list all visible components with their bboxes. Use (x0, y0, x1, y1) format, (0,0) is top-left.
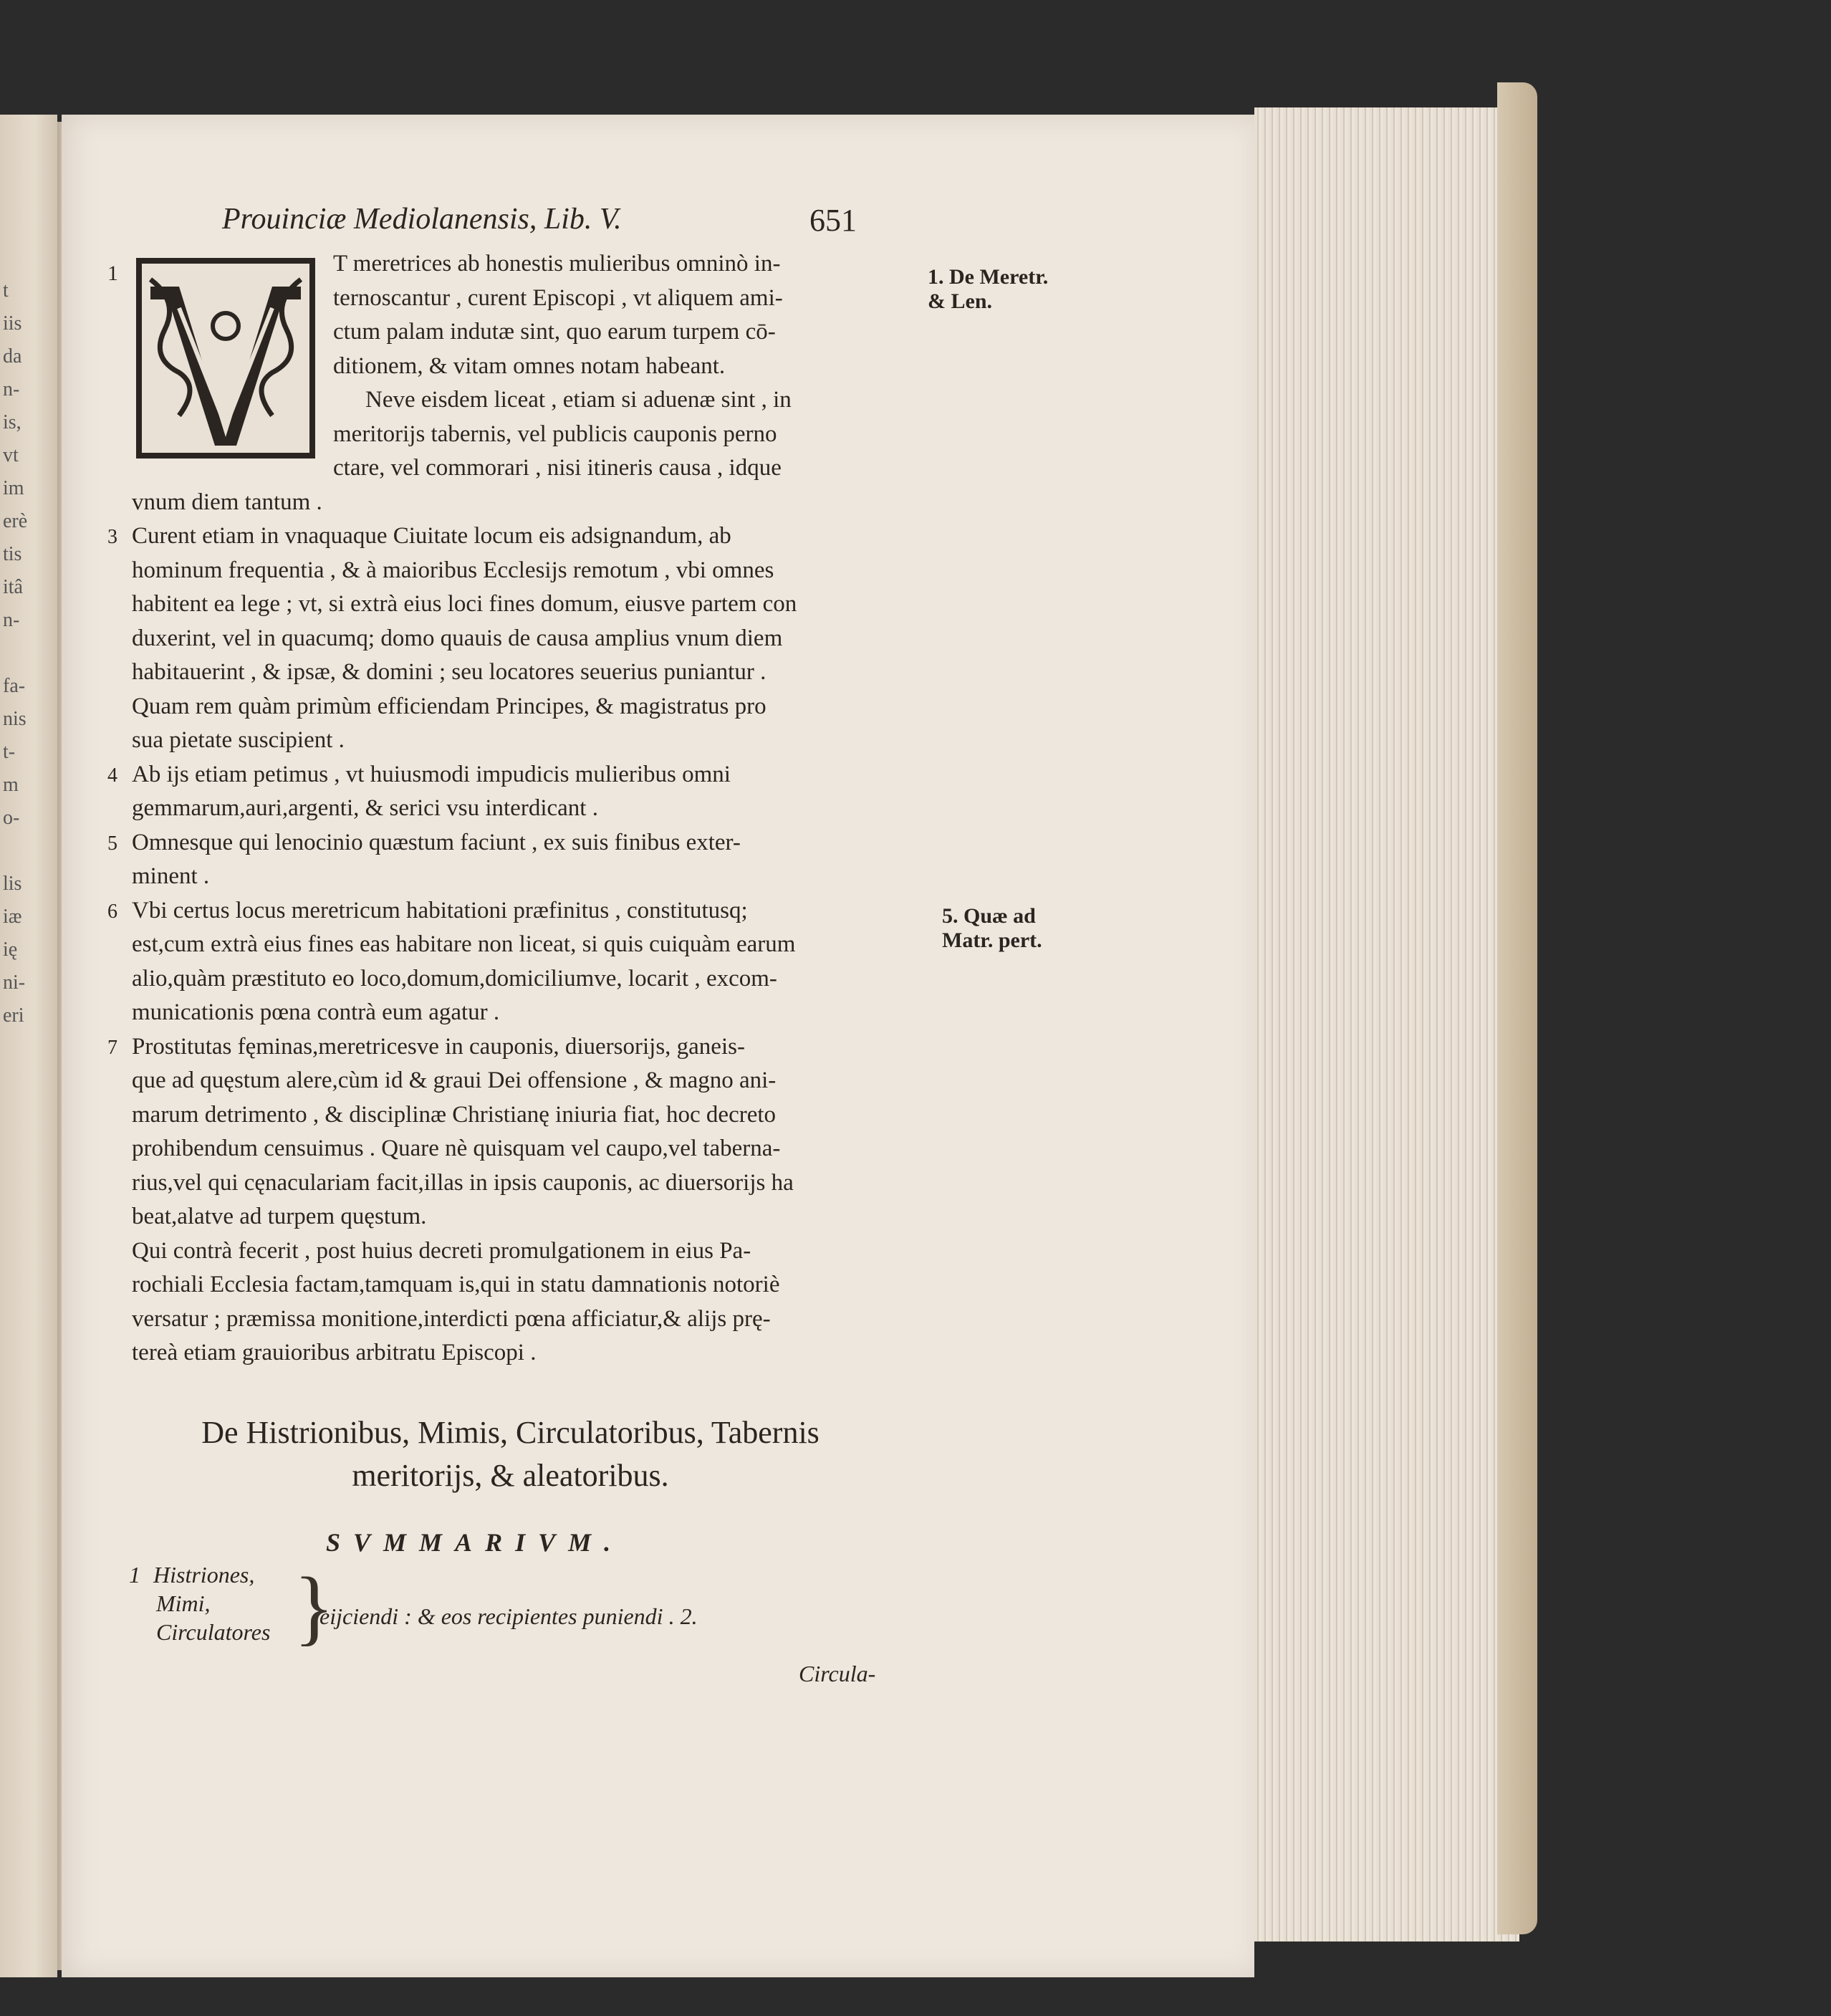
line-text: rius,vel qui cęnaculariam facit,illas in ipsis cauponis, ac diuersorijs ha (132, 1169, 794, 1196)
summarium-item: Histriones, (153, 1562, 255, 1588)
line-text: habitent ea lege ; vt, si extrà eius loci fines domum, eiusve partem con (132, 591, 797, 617)
text-line (107, 1234, 751, 1269)
left-page-fragment: lis (3, 873, 22, 895)
catchword: Circula- (799, 1661, 876, 1686)
text-line (107, 1098, 776, 1133)
left-page-fragment: im (3, 477, 24, 499)
text-line (107, 826, 741, 860)
line-text: beat,alatve ad turpem quęstum. (132, 1204, 427, 1229)
summarium-item: Circulatores (156, 1619, 271, 1645)
text-line (107, 554, 774, 588)
text-line (107, 792, 598, 826)
line-text: T meretrices ab honestis mulieribus omninò in- (333, 251, 781, 277)
text-line (107, 656, 766, 690)
left-page-fragment: fa- (3, 675, 26, 697)
text-line (333, 282, 783, 316)
paragraph-number: 3 (107, 526, 117, 548)
left-page-fragment: n- (3, 378, 20, 400)
paragraph-number: 5 (107, 832, 117, 855)
line-text: hominum frequentia , & à maioribus Ecclesijs remotum , vbi omnes (132, 557, 774, 583)
text-line (333, 451, 782, 486)
line-text: rochiali Ecclesia factam,tamquam is,qui in statu damnationis notoriè (132, 1272, 780, 1297)
line-text: ternoscantur , curent Episcopi , vt aliquem ami- (333, 284, 783, 311)
line-text: sua pietate suscipient . (132, 727, 345, 753)
left-page-fragment: o- (3, 807, 20, 829)
line-text: Prostitutas fęminas,meretricesve in cauponis, diuersorijs, ganeis- (132, 1033, 745, 1060)
summarium-text: eijciendi : & eos recipientes puniendi . 2. (319, 1603, 698, 1629)
paragraph-number: 7 (107, 1036, 117, 1059)
left-page-fragment: da (3, 345, 22, 368)
line-text: ctum palam indutæ sint, quo earum turpem cō- (333, 319, 776, 345)
summarium-label: SVMMARIVM. (326, 1528, 624, 1557)
text-line (107, 1302, 771, 1337)
text-line (107, 587, 797, 622)
left-page-fragment: tis (3, 543, 22, 565)
text-line (107, 928, 795, 962)
text-line (107, 519, 731, 554)
line-text: versatur ; præmissa monitione,interdicti pœna afficiatur,& alijs prę- (132, 1305, 771, 1332)
text-line (365, 383, 792, 418)
line-text: est,cum extrà eius fines eas habitare non liceat, si quis cuiquàm earum (132, 931, 796, 957)
left-page-edge (0, 115, 57, 1977)
left-page-fragment: erè (3, 510, 28, 532)
line-text: que ad quęstum alere,cùm id & graui Dei offensione , & magno ani- (132, 1067, 777, 1093)
section-heading (107, 1411, 913, 1497)
text-line (107, 486, 322, 520)
left-page-fragment: vt (3, 444, 19, 466)
paragraph-number: 4 (107, 764, 117, 787)
left-page-fragment: ię (3, 939, 18, 961)
text-line (107, 1064, 776, 1098)
line-text: ctare, vel commorari , nisi itineris causa , idque (333, 455, 782, 481)
text-line (107, 1200, 426, 1234)
book-cover-edge (1497, 82, 1537, 1934)
line-text: prohibendum censuimus . Quare nè quisquam vel caupo,vel taberna- (132, 1136, 781, 1161)
text-line (107, 962, 777, 997)
line-text: ditionem, & vitam omnes notam habeant. (333, 352, 726, 379)
line-text: meritorijs tabernis, vel publicis cauponis perno (333, 421, 777, 447)
left-page-fragment: iæ (3, 906, 22, 928)
running-title: Prouinciæ Mediolanensis, Lib. V. (222, 203, 622, 236)
left-page-fragment: itâ (3, 576, 23, 598)
text-line (333, 350, 725, 384)
line-text: habitauerint , & ipsæ, & domini ; seu locatores seuerius puniantur . (132, 659, 766, 685)
text-line (107, 860, 209, 894)
summarium-item: Mimi, (156, 1590, 211, 1616)
line-text: Curent etiam in vnaquaque Ciuitate locum eis adsignandum, ab (132, 523, 731, 549)
line-text: Ab ijs etiam petimus , vt huiusmodi impudicis mulieribus omni (132, 761, 731, 787)
line-text: minent . (132, 863, 210, 889)
line-text: Omnesque qui lenocinio quæstum faciunt , ex suis finibus exter- (132, 829, 741, 855)
margin-note-1: 1. De Meretr. & Len. (928, 265, 1049, 313)
text-line (107, 1030, 745, 1065)
line-text: tereà etiam grauioribus arbitratu Episcopi . (132, 1340, 537, 1365)
left-page-fragment: iis (3, 312, 22, 335)
text-line (333, 418, 777, 452)
left-page-fragment: n- (3, 609, 20, 631)
left-page-fragment: nis (3, 708, 27, 730)
margin-note-5: 5. Quæ ad Matr. pert. (942, 904, 1042, 952)
folio-number: 651 (809, 203, 857, 238)
text-line (107, 1132, 780, 1166)
line-text: Qui contrà fecerit , post huius decreti promulgationem in eius Pa- (132, 1237, 751, 1264)
left-page-fragment: m (3, 774, 19, 796)
line-text: vnum diem tantum . (132, 489, 322, 515)
line-text: gemmarum,auri,argenti, & serici vsu interdicant . (132, 795, 598, 821)
first-para-number: 1 (107, 261, 118, 285)
text-line (333, 315, 776, 350)
text-line (107, 622, 782, 656)
text-line (107, 724, 345, 758)
left-page-fragment: eri (3, 1004, 24, 1027)
text-line (107, 996, 499, 1030)
summarium-list (129, 1560, 270, 1646)
section-heading-line2: meritorijs, & aleatoribus. (352, 1458, 669, 1493)
summarium-brace: } (294, 1560, 335, 1653)
left-page-fragment: is, (3, 411, 21, 433)
line-text: marum detrimento , & disciplinæ Christianę iniuria fiat, hoc decreto (132, 1101, 777, 1128)
line-text: alio,quàm præstituto eo loco,domum,domiciliumve, locarit , excom- (132, 965, 777, 992)
left-page-fragment: ni- (3, 971, 26, 994)
page-edges (1254, 107, 1519, 1941)
text-line (107, 758, 731, 792)
left-page-fragment: t (3, 279, 9, 302)
text-line (107, 1336, 536, 1371)
line-text: duxerint, vel in quacumq; domo quauis de causa amplius vnum diem (132, 625, 783, 651)
line-text: municationis pœna contrà eum agatur . (132, 999, 500, 1025)
decorated-initial-v (136, 258, 315, 459)
text-line (107, 1166, 794, 1201)
text-line (107, 1268, 780, 1302)
line-text: Neve eisdem liceat , etiam si aduenæ sint , in (365, 387, 792, 413)
text-line (333, 247, 780, 282)
line-text: Quam rem quàm primùm efficiendam Principes, & magistratus pro (132, 693, 766, 719)
summarium-num: 1 (129, 1562, 140, 1588)
left-page-fragment: t- (3, 741, 16, 763)
line-text: Vbi certus locus meretricum habitationi præfinitus , constitutusq; (132, 897, 748, 923)
paragraph-number: 6 (107, 900, 117, 923)
text-line (107, 690, 766, 724)
section-heading-line1: De Histrionibus, Mimis, Circulatoribus, Tabernis (201, 1415, 820, 1450)
text-line (107, 894, 748, 928)
